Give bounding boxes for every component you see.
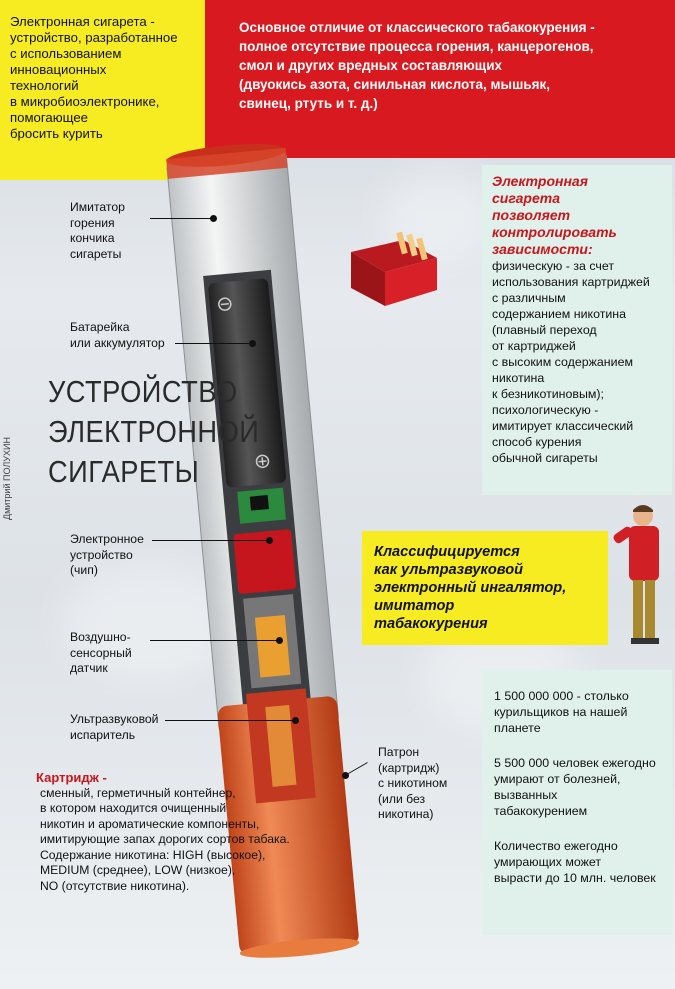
label-line: (чип) [70, 563, 98, 577]
label-line: Электронное [70, 532, 144, 546]
control-line: с высоким содержанием [492, 355, 633, 369]
vaporizer-label [70, 712, 159, 743]
control-line: обычной сигареты [492, 451, 598, 465]
smoking-man-image [605, 500, 675, 650]
stat-line: вырасти до 10 млн. человек [494, 871, 656, 885]
intro-line: устройство, разработанное [10, 30, 178, 45]
intro-line: помогающее [10, 110, 88, 125]
control-line: к безникотиновым); [492, 387, 604, 401]
control-line: способ курения [492, 435, 582, 449]
leader-dot [292, 717, 299, 724]
classification-line: как ультразвуковой [374, 562, 524, 578]
leader-dot [276, 637, 283, 644]
label-line: испаритель [70, 727, 136, 742]
leader-dot [249, 340, 256, 347]
control-line: использования картриджей [492, 275, 650, 289]
label-line: устройство [70, 547, 133, 562]
fire-imitator-label [70, 200, 125, 262]
control-line: психологическую - [492, 403, 599, 417]
stat-smokers [494, 688, 664, 736]
label-line: сенсорный [70, 645, 132, 660]
intro-line: Электронная сигарета - [10, 14, 155, 29]
infographic-title [48, 372, 259, 492]
intro-line: в микробиоэлектронике, [10, 94, 160, 109]
stat-line: умирают от болезней, [494, 772, 621, 786]
label-line: Патрон [378, 745, 420, 759]
label-line: датчик [70, 661, 108, 675]
cartridge-line: сменный, герметичный контейнер, [40, 785, 236, 800]
label-line: Имитатор [70, 200, 125, 214]
difference-line: Основное отличие от классического табакокурения - [239, 20, 595, 35]
title-line: УСТРОЙСТВО [48, 374, 238, 409]
cartridge-line: никотин и ароматические компоненты, [40, 816, 260, 831]
leader-line [165, 720, 295, 721]
chip-label [70, 532, 144, 579]
control-line: физическую - за счет [492, 259, 615, 273]
cartridge-line: NO (отсутствие никотина). [40, 878, 190, 893]
leader-line [150, 640, 280, 641]
control-line: с различным [492, 291, 566, 305]
cigarette-pack-image [345, 230, 445, 310]
author-credit: Дмитрий ПОЛУХИН [2, 437, 12, 520]
leader-line [152, 540, 270, 541]
label-line: Ультразвуковой [70, 712, 159, 726]
leader-line [175, 343, 253, 344]
cartridge-line: имитирующие запах дорогих сортов табака. [40, 832, 290, 846]
label-line: (или без [378, 791, 426, 806]
label-line: сигареты [70, 246, 122, 261]
leader-dot [210, 215, 217, 222]
battery-label [70, 320, 165, 351]
title-line: ЭЛЕКТРОННОЙ [48, 414, 260, 449]
stat-line: курильщиков на нашей [494, 705, 628, 719]
stat-line: умирающих может [494, 855, 602, 869]
difference-line: смол и других вредных составляющих [239, 58, 502, 73]
stat-deaths [494, 755, 664, 819]
label-line: Воздушно- [70, 630, 131, 644]
label-line: никотина) [378, 807, 434, 821]
control-heading: Электронная [492, 173, 588, 189]
label-line: горения [70, 215, 115, 230]
intro-line: технологий [10, 78, 79, 93]
label-line: или аккумулятор [70, 335, 165, 350]
difference-line: свинец, ртуть и т. д.) [239, 96, 378, 111]
classification-box [362, 531, 608, 645]
cartridge-label [378, 745, 447, 823]
label-line: с никотином [378, 776, 448, 790]
label-line: Батарейка [70, 320, 130, 334]
control-heading: позволяет [492, 207, 571, 223]
difference-line: полное отсутствие процесса горения, канцерогенов, [239, 39, 594, 54]
control-heading: контролировать [492, 224, 617, 240]
classification-line: табакокурения [374, 616, 488, 632]
stat-line: 5 500 000 человек ежегодно [494, 756, 656, 770]
stat-line: 1 500 000 000 - столько [494, 689, 629, 703]
label-line: (картридж) [378, 760, 440, 775]
classification-line: имитатор [374, 598, 455, 614]
stat-line: планете [494, 721, 541, 735]
leader-line [150, 218, 214, 219]
intro-line: с использованием [10, 46, 122, 61]
air-sensor-label [70, 630, 132, 677]
classification-line: электронный ингалятор, [374, 580, 567, 596]
control-line: от картриджей [492, 339, 576, 353]
cartridge-title: Картридж - [36, 770, 107, 785]
statistics-box [482, 670, 672, 935]
stat-line: вызванных [494, 788, 558, 802]
stat-forecast [494, 838, 664, 886]
intro-line: инновационных [10, 62, 107, 77]
control-line: имитирует классический [492, 419, 634, 433]
stat-line: Количество ежегодно [494, 839, 618, 853]
control-line: содержанием никотина [492, 307, 627, 321]
dependency-control-box [482, 165, 672, 495]
intro-line: бросить курить [10, 126, 103, 141]
control-line: никотина [492, 371, 545, 385]
cartridge-line: Содержание никотина: HIGH (высокое), [40, 847, 266, 862]
difference-line: (двуокись азота, синильная кислота, мышьяк, [239, 77, 551, 92]
control-line: (плавный переход [492, 323, 597, 337]
cartridge-line: MEDIUM (среднее), LOW (низкое), [40, 863, 236, 877]
cartridge-description [36, 770, 346, 894]
label-line: кончика [70, 231, 115, 245]
cartridge-line: в котором находится очищенный [40, 801, 227, 815]
leader-dot [266, 537, 273, 544]
control-heading: сигарета [492, 190, 560, 206]
control-heading: зависимости: [492, 241, 593, 257]
title-line: СИГАРЕТЫ [48, 454, 200, 489]
classification-line: Классифицируется [374, 544, 520, 560]
stat-line: табакокурением [494, 804, 588, 818]
